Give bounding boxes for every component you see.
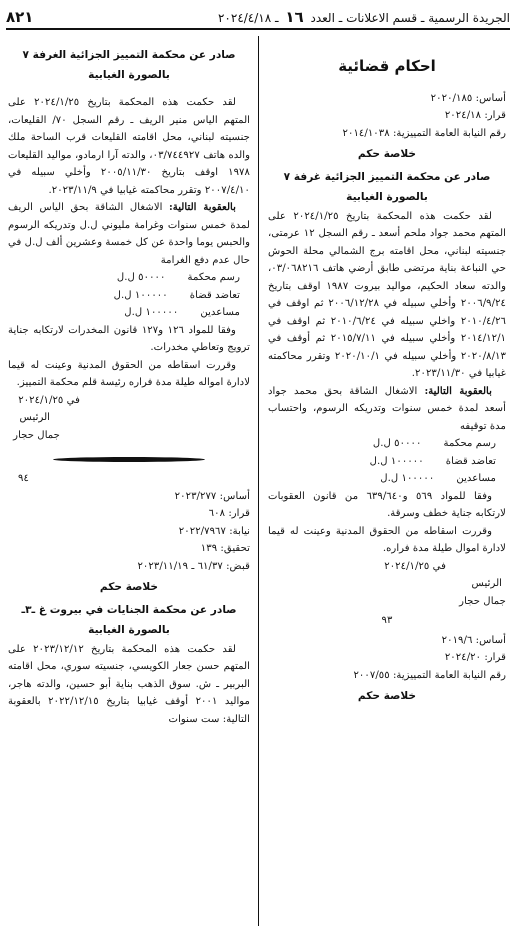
case1-basis: أساس: ٢٠٢٠/١٨٥ bbox=[430, 92, 506, 104]
fee-label: رسم محكمة bbox=[187, 272, 240, 283]
fee-label: تعاضد قضاة bbox=[445, 455, 496, 467]
case2-basis: أساس: ٢٠١٩/٦ bbox=[441, 634, 506, 646]
case1-date: في ٢٠٢٤/١/٢٥ bbox=[384, 560, 446, 572]
section-title: احكام قضائية bbox=[338, 57, 436, 75]
case4-number: ٩٤ bbox=[18, 473, 29, 484]
case1-fee-row bbox=[268, 435, 506, 453]
case4-prosecution: نيابة: ٢٠٢٢/٧٩٦٧ bbox=[178, 525, 250, 537]
case3-law: وفقا للمواد ١٢٦ و١٢٧ قانون المخدرات لارتكابه جناية ترويج وتعاطي مخدرات. bbox=[8, 324, 250, 353]
case3-seizure: وقررت اسقاطه من الحقوق المدنية وعينت له قيما لادارة امواله طيلة مدة فراره رئيسة قلم محكمة التمييز. bbox=[8, 359, 250, 388]
case1-signature bbox=[268, 558, 506, 611]
fee-amount: ١٠٠٠٠٠ ل.ل bbox=[124, 307, 179, 318]
fee-label: مساعدين bbox=[200, 307, 240, 318]
case3-judge: جمال حجار bbox=[13, 429, 60, 441]
case1-penalty bbox=[268, 383, 506, 436]
left-column bbox=[8, 40, 250, 928]
fee-amount: ٥٠٠٠٠ ل.ل bbox=[372, 438, 422, 449]
case3-signature bbox=[8, 392, 250, 445]
case4-mode: بالصورة الغيابية bbox=[88, 623, 170, 636]
case1-judge: جمال حجار bbox=[459, 595, 506, 607]
case4-arrest: قبض: ٦١/٣٧ ـ ٢٠٢٣/١١/١٩ bbox=[137, 560, 250, 572]
case1-law: وفقا للمواد ٥٦٩ و٦٣٩/٦٤٠ من قانون العقوبات لارتكابه جناية خطف وسرقة. bbox=[268, 490, 506, 519]
fee-label: تعاضد قضاة bbox=[189, 289, 240, 301]
case2-number: ٩٣ bbox=[381, 615, 393, 626]
case4-decision: قرار: ٦٠٨ bbox=[208, 508, 250, 519]
case1-meta bbox=[268, 90, 506, 143]
case1-decision: قرار: ٢٠٢٤/١٨ bbox=[444, 110, 506, 121]
fee-amount: ١٠٠٠٠٠ ل.ل bbox=[113, 289, 168, 301]
page-header bbox=[6, 6, 510, 30]
case4-court: صادر عن محكمة الجنايات في بيروت غ ـ٣ـ bbox=[21, 603, 237, 616]
column-divider bbox=[258, 36, 259, 926]
case1-role: الرئيس bbox=[471, 578, 502, 589]
case1-mode: بالصورة الغيابية bbox=[346, 190, 428, 203]
case1-fee-row bbox=[268, 453, 506, 471]
case4-meta bbox=[8, 488, 250, 576]
case1-seizure: وقررت اسقاطه من الحقوق المدنية وعينت له قيما لادارة اموال طيلة مدة فراره. bbox=[268, 525, 506, 554]
case3-mode: بالصورة الغيابية bbox=[88, 69, 170, 81]
case2-summary-heading: خلاصة حكم bbox=[357, 690, 417, 702]
fee-amount: ٥٠٠٠٠ ل.ل bbox=[116, 272, 166, 283]
case1-prosecution-number: رقم النيابة العامة التمييزية: ٢٠١٤/١٠٣٨ bbox=[342, 127, 506, 139]
case3-penalty-text: الاشغال الشاقة بحق الياس الريف لمدة خمس سنوات وغرامة مليوني ل.ل وتدريكه الرسوم والحبس يوما واحدة عن كل خمسة وعشرين ألف ل.ل في حال عدم دفع الغرامة bbox=[8, 202, 250, 266]
page-number: ٨٢١ bbox=[6, 8, 34, 26]
case4-body: لقد حكمت هذه المحكمة بتاريخ ٢٠٢٣/١٢/١٢ على المتهم حسن جعار الكويسي، جنسيته سوري، محل اقامته البربير ـ ش. سوق الذهب بناية أبو حسين، والدته هاجر، مواليد ٢٠٠١ أوقف غيابيا بتاريخ ٢٠٢٢/١٢/١٥ بالعقوبة التالية: ست سنوات bbox=[8, 643, 250, 725]
case3-penalty-label: بالعقوبة التالية: bbox=[169, 201, 236, 213]
issue-number: ١٦ bbox=[285, 8, 304, 26]
case3-body: لقد حكمت هذه المحكمة بتاريخ ٢٠٢٤/١/٢٥ على المتهم الياس منير الريف ـ رقم السجل ٧٠/ القليعات، جنسيته لبناني، محل اقامته القليعات قرب الساحة ملك والده هاتف ٠٣/٧٤٤٩٢٧، والدته آرا ارمادو، مواليد القليعات ١٩٧٨ اوقف بتاريخ ٢٠٠٥/١١/٣٠ وأخلي سبيله في ٢٠٠٧/٤/١٠ وتقرر محاكمته غيابيا في ٢٠٢٣/١١/٩. bbox=[8, 97, 250, 196]
case4-investigation: تحقيق: ١٣٩ bbox=[200, 543, 250, 554]
gazette-name: الجريدة الرسمية ـ قسم الاعلانات ـ العدد bbox=[310, 11, 510, 25]
fee-label: رسم محكمة bbox=[443, 438, 496, 449]
case3-fee-row bbox=[8, 304, 250, 322]
case3-fee-row bbox=[8, 269, 250, 287]
right-column bbox=[268, 40, 506, 928]
case4-basis: أساس: ٢٠٢٣/٢٧٧ bbox=[174, 490, 250, 502]
case1-penalty-text: الاشغال الشاقة بحق محمد جواد أسعد لمدة خمس سنوات وتدريكه الرسوم، واحتساب مدة توقيفه bbox=[268, 385, 506, 432]
case3-role: الرئيس bbox=[19, 412, 50, 423]
case1-fee-row bbox=[268, 470, 506, 488]
fee-amount: ١٠٠٠٠٠ ل.ل bbox=[369, 455, 424, 467]
fee-amount: ١٠٠٠٠٠ ل.ل bbox=[380, 473, 435, 484]
case3-court: صادر عن محكمة التمييز الجزائية الغرفة ٧ bbox=[22, 49, 236, 61]
case1-summary-heading: خلاصة حكم bbox=[357, 148, 417, 160]
case-separator bbox=[8, 452, 250, 466]
case1-penalty-label: بالعقوبة التالية: bbox=[424, 384, 492, 397]
case2-decision: قرار: ٢٠٢٤/٢٠ bbox=[444, 652, 506, 663]
issue-date: ـ ٢٠٢٤/٤/١٨ bbox=[217, 11, 279, 25]
case1-body: لقد حكمت هذه المحكمة بتاريخ ٢٠٢٤/١/٢٥ على المتهم محمد جواد ملحم أسعد ـ رقم السجل ١٢ عرمتى، جنسيته لبناني، محل اقامته برج الشمالي محلة الحوش حي النباعة بناية مرتضى طابق أرضي هاتف ٠٣/٠٦٨٢١٦، والدته سعاد الحكيم، مواليد بيروت ١٩٨٧ اوقف بتاريخ ٢٠٠٦/٩/٢٤ وأخلي سبيله في ٢٠٠٦/١٢/٢٨ ثم اوقف في ٢٠١٠/٤/٢٦ واخلي سبيله في ٢٠١٠/٦/٢٤ ثم اوقف في ٢٠١٤/١٢/١ وأخلي سبيله في ٢٠١٥/٧/١١ ثم أوقف في ٢٠٢٠/٨/١٣ وأخلي سبيله في ٢٠٢٠/١٠/١ وتقرر محاكمته غيابيا في ٢٠٢٣/١١/٣٠. bbox=[268, 210, 506, 379]
fee-label: مساعدين bbox=[456, 473, 496, 484]
case1-court: صادر عن محكمة التمييز الجزائية غرفة ٧ bbox=[283, 170, 491, 183]
case3-penalty bbox=[8, 199, 250, 269]
case2-prosecution-number: رقم النيابة العامة التمييزية: ٢٠٠٧/٥٥ bbox=[353, 669, 506, 681]
case3-fee-row bbox=[8, 287, 250, 305]
header-text bbox=[218, 8, 510, 26]
case2-meta bbox=[268, 632, 506, 685]
case4-summary-heading: خلاصة حكم bbox=[99, 581, 159, 593]
case3-date: في ٢٠٢٤/١/٢٥ bbox=[18, 394, 80, 406]
